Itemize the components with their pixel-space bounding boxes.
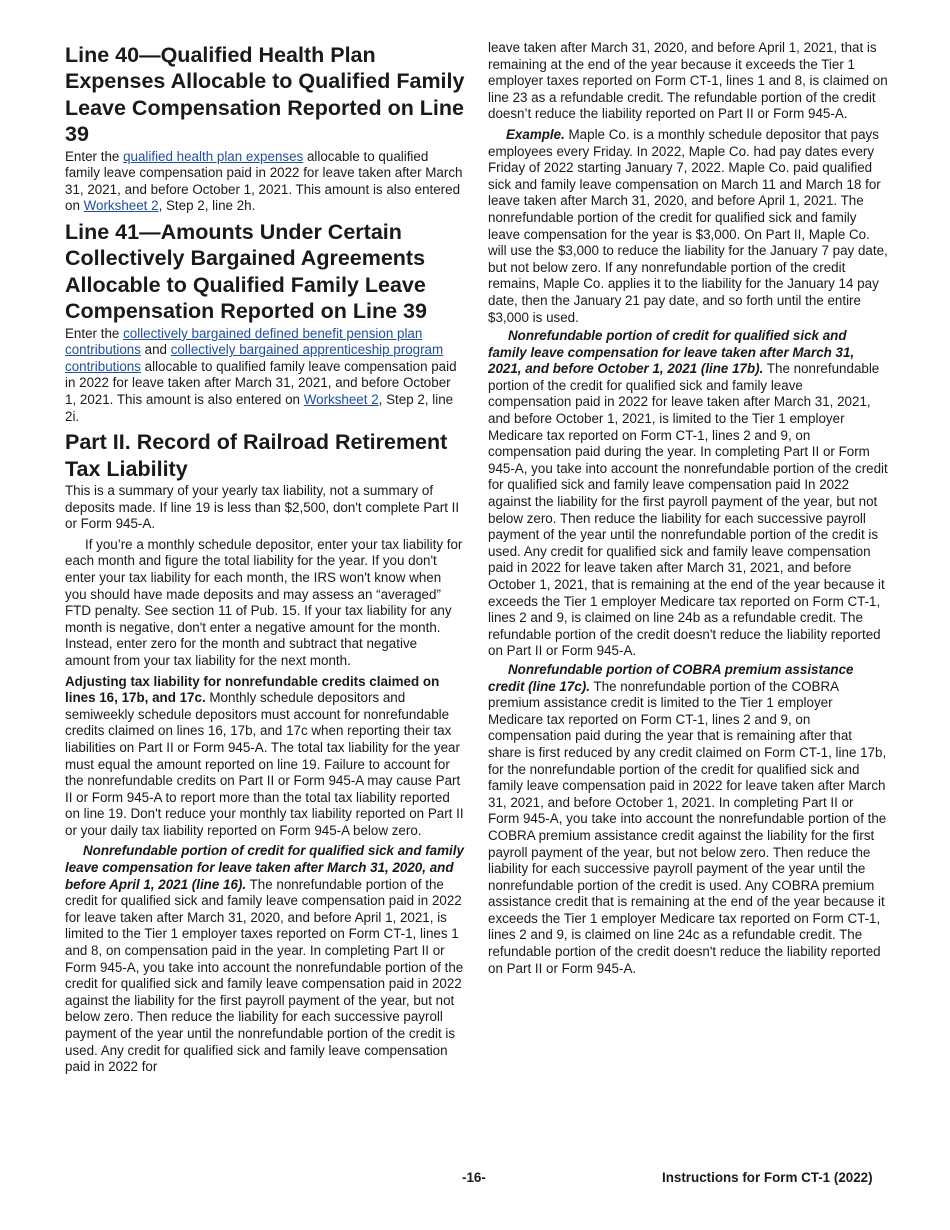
line40-paragraph: Enter the qualified health plan expenses allocable to qualified family leave compensation paid in 2022 for leave taken after March 31, 2021, and before October 1, 2021. This amount is also entered on Worksheet 2, Step 2, line 2h.	[65, 148, 463, 214]
line40-heading: Line 40—Qualified Health Plan Expenses Allocable to Qualified Family Leave Compensation Reported on Line 39	[65, 43, 465, 147]
line41-paragraph: Enter the collectively bargained defined benefit pension plan contributions and collectively bargained apprenticeship program contributions allocable to qualified family leave compensation paid in 2022 for leave taken after March 31, 2021, and before October 1, 2021. This amount is also entered on Worksheet 2, Step 2, line 2i.	[65, 325, 457, 424]
example-runin: Example.	[506, 126, 565, 142]
apprenticeship-contributions-link[interactable]: collectively bargained apprenticeship program contributions	[65, 342, 444, 374]
example-paragraph: Example. Maple Co. is a monthly schedule depositor that pays employees every Friday. In 2022, Maple Co. had pay dates every Friday of 2022 starting January 7, 2022. Maple Co. paid qualified sick and family leave compensation on March 11 and March 18 for leave taken after March 31, 2020, and before April 1, 2021. The nonrefundable portion of the credit for qualified sick and family leave compensation for the year is $3,000. On Part II, Maple Co. will use the $3,000 to reduce the liability for the January 7 pay date, but not below zero. If any nonrefundable portion of the credit remains, Maple Co. applies it to the liability for the January 14 pay date, then the January 21 pay date, and so forth until the entire $3,000 is used.	[488, 126, 888, 325]
line16-runin: Nonrefundable portion of credit for qualified sick and family leave compensation for leave taken after March 31, 2020, and before April 1, 2021 (line 16).	[65, 843, 464, 892]
line41-heading: Line 41—Amounts Under Certain Collectively Bargained Agreements Allocable to Qualified Family Leave Compensation Reported on Line 39	[65, 220, 427, 324]
worksheet2-link[interactable]: Worksheet 2	[303, 392, 379, 407]
worksheet2-link[interactable]: Worksheet 2	[83, 198, 159, 214]
left-column	[65, 42, 465, 1080]
line17b-paragraph: Nonrefundable portion of credit for qualified sick and family leave compensation for leave taken after March 31, 2021, and before October 1, 2021 (line 17b). The nonrefundable portion of the credit for qualified sick and family leave compensation paid in 2022 for leave taken after March 31, 2021, and before October 1, 2021, is limited to the Tier 1 employer Medicare tax reported on Form CT-1, lines 2 and 9, on compensation paid during the year. In completing Part II or Form 945-A, you take into account the nonrefundable portion of the credit for qualified sick and family leave compensation paid In 2022 against the liability for the first payroll payment of the year, but not below zero. Then reduce the liability for each successive payroll payment of the year until the nonrefundable portion of the credit is used. Any credit for qualified sick and family leave compensation paid in 2022 for leave taken after March 31, 2021, and before October 1, 2021, that is remaining at the end of the year because it exceeds the Tier 1 employer Medicare tax reported on Form CT-1, lines 2 and 9, is claimed on line 24b as a refundable credit. The refundable portion of the credit doesn't reduce the liability reported on Part II or Form 945-A.	[488, 328, 888, 659]
line17b-runin: Nonrefundable portion of credit for qualified sick and family leave compensation for leave taken after March 31, 2021, and before October 1, 2021 (line 17b).	[488, 328, 855, 377]
adjusting-liability-runin: Adjusting tax liability for nonrefundable credits claimed on lines 16, 17b, and 17c.	[65, 673, 440, 706]
pension-plan-contributions-link[interactable]: collectively bargained defined benefit pension plan contributions	[65, 325, 423, 358]
qualified-health-plan-expenses-link[interactable]: qualified health plan expenses	[123, 148, 304, 164]
right-column	[488, 40, 888, 981]
monthly-depositor-paragraph: If you’re a monthly schedule depositor, enter your tax liability for each month and figure the total liability for the year. If you don't enter your tax liability for each month, the IRS won't know when you should have made deposits and may assess an “averaged” FTD penalty. See section 11 of Pub. 15. If your tax liability for any month is negative, don't enter a negative amount for the month. Instead, enter zero for the month and subtract that negative amount from your tax liability for the next month.	[65, 536, 463, 668]
document-title: Instructions for Form CT-1 (2022)	[662, 1170, 873, 1185]
page-number: -16-	[462, 1170, 486, 1185]
line17c-paragraph: Nonrefundable portion of COBRA premium assistance credit (line 17c). The nonrefundable portion of the COBRA premium assistance credit is limited to the Tier 1 employer Medicare tax reported on Form CT-1, lines 2 and 9, on compensation paid during the year that is remaining after that share is first reduced by any credit claimed on Form CT-1, line 17b, for the nonrefundable portion of the credit for qualified sick and family leave compensation paid in 2022 for leave taken after March 31, 2021, and before October 1, 2021. In completing Part II or Form 945-A, you take into account the nonrefundable portion of the COBRA premium assistance credit against the liability for the first payroll payment of the year, but not below zero. Then reduce the liability for each successive payroll payment of the year until the nonrefundable portion of the credit is used. Any COBRA premium assistance credit that is remaining at the end of the year because it exceeds the Tier 1 employer Medicare tax reported on Form CT-1, lines 2 and 9, is claimed on line 24c as a refundable credit. The refundable portion of the credit doesn't reduce the liability reported on Part II or Form 945-A.	[488, 661, 887, 976]
line16-paragraph: Nonrefundable portion of credit for qualified sick and family leave compensation for leave taken after March 31, 2020, and before April 1, 2021 (line 16). The nonrefundable portion of the credit for qualified sick and family leave compensation paid in 2022 for leave taken after March 31, 2020, and before April 1, 2021, is limited to the Tier 1 employer taxes reported on Form CT-1, lines 1 and 8, on compensation paid in the year. In completing Part II or Form 945-A, you take into account the nonrefundable portion of the credit for qualified sick and family leave compensation paid in 2022 against the liability for the first payroll payment of the year, but not below zero. Then reduce the liability for each successive payroll payment of the year until the nonrefundable portion of the credit is used. Any credit for qualified sick and family leave compensation paid in 2022 for	[65, 843, 464, 1075]
adjusting-liability-paragraph: Adjusting tax liability for nonrefundable credits claimed on lines 16, 17b, and 17c. Monthly schedule depositors and semiweekly schedule depositors must account for nonrefundable credits claimed on lines 16, 17b, and 17c when reporting their tax liabilities on Part II or Form 945-A. The total tax liability for the year must equal the amount reported on line 19. Failure to account for the nonrefundable credits on Part II or Form 945-A may cause Part II or Form 945-A to report more than the total tax liability reported on line 19. Don't reduce your monthly tax liability reported on Part II or your daily tax liability reported on Form 945-A below zero.	[65, 673, 464, 838]
continued-paragraph: leave taken after March 31, 2020, and before April 1, 2021, that is remaining at the end of the year because it exceeds the Tier 1 employer taxes reported on Form CT-1, lines 1 and 8, is claimed on line 23 as a refundable credit. The refundable portion of the credit doesn’t reduce the liability reported on Part II or Form 945-A.	[488, 40, 888, 122]
part2-summary-paragraph: This is a summary of your yearly tax liability, not a summary of deposits made. If line 19 is less than $2,500, don't complete Part II or Form 945-A.	[65, 483, 460, 532]
line17c-runin: Nonrefundable portion of COBRA premium assistance credit (line 17c).	[488, 661, 854, 694]
part2-heading: Part II. Record of Railroad Retirement Tax Liability	[65, 430, 448, 481]
